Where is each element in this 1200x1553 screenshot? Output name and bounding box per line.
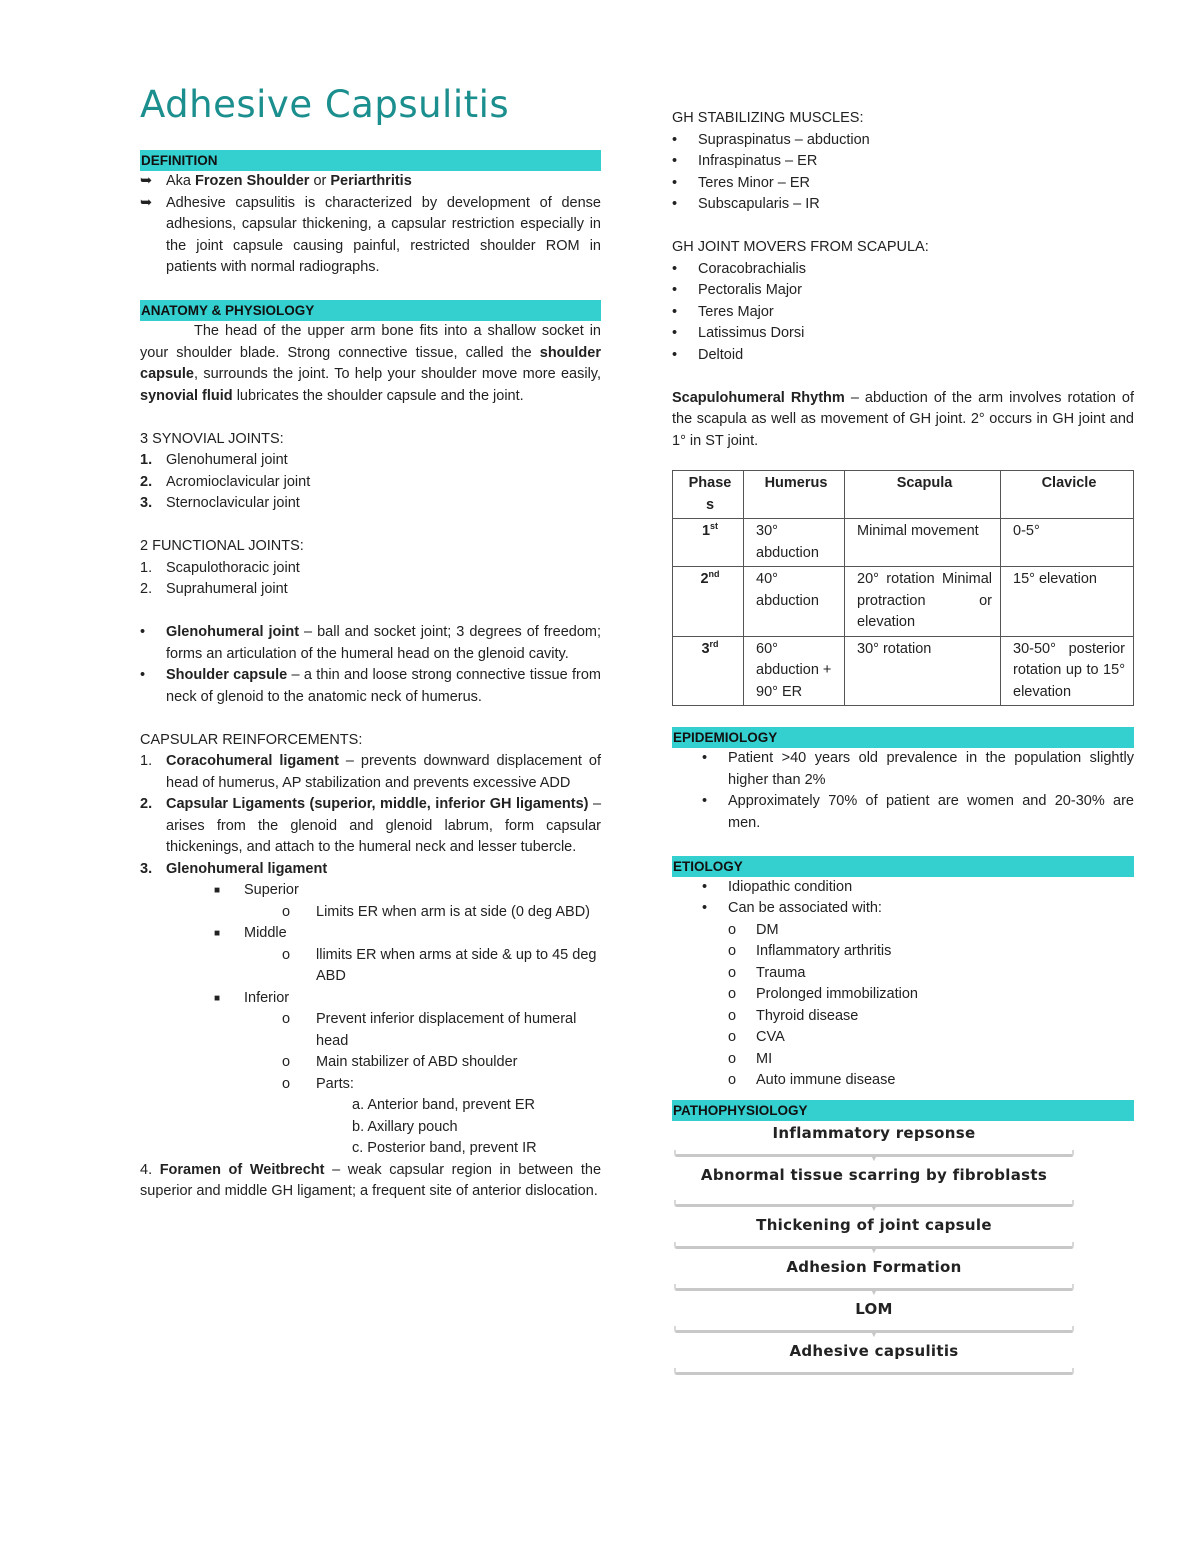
bullet-icon: • — [672, 153, 678, 169]
definition-heading: DEFINITION — [140, 150, 601, 171]
foramen-paragraph: 4. Foramen of Weitbrecht – weak capsular region in between the superior and middle GH ligament; a frequent site of anterior dislocation. — [140, 1161, 602, 1199]
arrow-bullet-icon: ➥ — [140, 194, 153, 211]
list-item: o Prevent inferior displacement of humeral head — [282, 1011, 577, 1049]
list-item: o llimits ER when arms at side & up to 45 deg ABD — [282, 946, 597, 984]
bullet-icon: • — [140, 667, 146, 683]
list-item: • Coracobrachialis — [672, 259, 1134, 281]
down-arrow-icon: ▼ — [868, 1283, 880, 1298]
table-header-row — [673, 471, 1134, 519]
flow-step: Adhesion Formation — [674, 1255, 1074, 1291]
table-header: Phase s — [673, 471, 744, 519]
list-item: • Subscapularis – IR — [672, 194, 1134, 216]
list-item: o DM — [728, 921, 779, 938]
etiology-heading: ETIOLOGY — [672, 856, 1134, 877]
phase-table — [672, 470, 1134, 706]
list-item: 1. Glenohumeral joint — [140, 452, 288, 468]
definition-item: ➥ Adhesive capsulitis is characterized by development of dense adhesions, capsular thickening, a capsular restriction especially in the joint capsule causing painful, restricted shoulder ROM in patients with normal radiographs. — [140, 194, 601, 275]
table-cell: 40° abduction — [744, 567, 845, 637]
bullet-icon: • — [672, 303, 678, 320]
list-item: • Approximately 70% of patient are women and 20-30% are men. — [702, 793, 1134, 831]
table-cell: 0-5° — [1001, 519, 1134, 567]
list-item: o Auto immune disease — [728, 1072, 896, 1088]
list-item: • Supraspinatus – abduction — [672, 130, 1134, 152]
list-item: b. Axillary pouch — [352, 1118, 458, 1135]
list-item: • Teres Major — [672, 302, 1134, 324]
bullet-icon: • — [140, 624, 146, 640]
table-cell: 30° rotation — [845, 636, 1001, 706]
list-item: 3. Sternoclavicular joint — [140, 495, 300, 511]
bullet-icon: • — [672, 196, 678, 212]
down-arrow-icon: ▼ — [868, 1325, 880, 1340]
epidemiology-heading: EPIDEMIOLOGY — [672, 727, 1134, 748]
flow-step: Adhesive capsulitis — [674, 1339, 1074, 1375]
left-column — [140, 150, 601, 1203]
table-cell: 30° abduction — [744, 519, 845, 567]
list-item: • Shoulder capsule – a thin and loose strong connective tissue from neck of glenoid to the anatomic neck of humerus. — [140, 667, 601, 705]
table-cell: 20° rotation Minimal protraction or elevation — [845, 567, 1001, 637]
list-item: • Glenohumeral joint – ball and socket joint; 3 degrees of freedom; forms an articulation of the humeral head on the glenoid cavity. — [140, 624, 601, 662]
anatomy-paragraph: The head of the upper arm bone fits into a shallow socket in your shoulder blade. Strong connective tissue, called the shoulder capsule, surrounds the joint. To help your shoulder move more easily, synovial fluid lubricates the shoulder capsule and the joint. — [140, 323, 601, 404]
list-item: • Infraspinatus – ER — [672, 151, 1134, 173]
table-cell: 15° elevation — [1001, 567, 1134, 637]
flow-step: Abnormal tissue scarring by fibroblasts — [674, 1163, 1074, 1207]
table-header: Scapula — [845, 471, 1001, 519]
list-item: o Limits ER when arm is at side (0 deg ABD) — [282, 903, 590, 920]
list-item: • Pectoralis Major — [672, 280, 1134, 302]
down-arrow-icon: ▼ — [868, 1199, 880, 1214]
gh-ligament-superior: ■ Superior — [140, 880, 601, 902]
list-item: a. Anterior band, prevent ER — [352, 1097, 535, 1113]
arrow-bullet-icon: ➥ — [140, 173, 153, 189]
bullet-icon: • — [672, 260, 678, 277]
list-item: 2. Acromioclavicular joint — [140, 473, 311, 490]
square-bullet-icon: ■ — [214, 928, 221, 939]
table-cell: Minimal movement — [845, 519, 1001, 567]
definition-item: ➥ Aka Frozen Shoulder or Periarthritis — [140, 171, 601, 193]
flow-step: Thickening of joint capsule — [674, 1213, 1074, 1249]
pathophysiology-flow — [674, 1121, 1074, 1375]
square-bullet-icon: ■ — [214, 885, 221, 896]
list-item: • Teres Minor – ER — [672, 173, 1134, 195]
flow-step: LOM — [674, 1297, 1074, 1333]
bullet-icon: • — [672, 131, 678, 148]
flow-step: Inflammatory repsonse — [674, 1121, 1074, 1157]
bullet-icon: • — [672, 325, 678, 341]
bullet-icon: • — [702, 900, 708, 916]
bullet-icon: • — [702, 750, 708, 766]
list-item: o Inflammatory arthritis — [728, 943, 892, 959]
movers-heading: GH JOINT MOVERS FROM SCAPULA: — [672, 239, 929, 255]
table-row — [673, 519, 1134, 567]
anatomy-heading: ANATOMY & PHYSIOLOGY — [140, 300, 601, 321]
reinforcements-heading: CAPSULAR REINFORCEMENTS: — [140, 731, 363, 748]
gh-ligament-middle: ■ Middle — [140, 923, 601, 945]
table-cell: 2nd — [673, 567, 744, 637]
list-item: 2. Suprahumeral joint — [140, 581, 288, 597]
list-item: o Trauma — [728, 964, 806, 981]
list-item: 1. Coracohumeral ligament – prevents downward displacement of head of humerus, AP stabilization and prevents excessive ADD — [140, 753, 601, 791]
right-column — [672, 108, 1134, 1375]
down-arrow-icon: ▼ — [868, 1241, 880, 1256]
functional-heading: 2 FUNCTIONAL JOINTS: — [140, 538, 304, 554]
list-item: o Thyroid disease — [728, 1007, 859, 1024]
stabilizing-heading: GH STABILIZING MUSCLES: — [672, 110, 864, 126]
list-item: • Deltoid — [672, 345, 1134, 367]
list-item: • Can be associated with: — [672, 898, 1134, 920]
pathophysiology-heading: PATHOPHYSIOLOGY — [672, 1100, 1134, 1121]
bullet-icon: • — [672, 346, 678, 363]
table-row — [673, 636, 1134, 706]
list-item: 1. Scapulothoracic joint — [140, 559, 300, 576]
list-item: • Latissimus Dorsi — [672, 323, 1134, 345]
square-bullet-icon: ■ — [214, 992, 221, 1004]
bullet-icon: • — [702, 878, 708, 895]
list-item: o Prolonged immobilization — [728, 986, 918, 1002]
list-item: • Patient >40 years old prevalence in the population slightly higher than 2% — [702, 750, 1134, 788]
list-item: o MI — [728, 1050, 773, 1067]
down-arrow-icon: ▼ — [868, 1149, 880, 1164]
list-item: c. Posterior band, prevent IR — [352, 1140, 537, 1156]
list-item: 3. Glenohumeral ligament — [140, 860, 328, 877]
bullet-icon: • — [672, 282, 678, 298]
table-header: Humerus — [744, 471, 845, 519]
table-header: Clavicle — [1001, 471, 1134, 519]
bullet-icon: • — [702, 793, 708, 809]
table-row — [673, 567, 1134, 637]
table-cell: 1st — [673, 519, 744, 567]
list-item: o Main stabilizer of ABD shoulder — [282, 1054, 518, 1070]
page-title: Adhesive Capsulitis — [140, 83, 510, 126]
list-item: o CVA — [728, 1029, 785, 1045]
table-cell: 3rd — [673, 636, 744, 706]
list-item: o Parts: — [282, 1075, 354, 1092]
list-item: 2. Capsular Ligaments (superior, middle, inferior GH ligaments) – arises from the glenoid and glenoid labrum, form capsular thickenings, and attach to the humeral neck and lesser tubercle. — [140, 796, 602, 855]
table-cell: 30-50° posterior rotation up to 15° elevation — [1001, 636, 1134, 706]
table-cell: 60° abduction + 90° ER — [744, 636, 845, 706]
bullet-icon: • — [672, 174, 678, 191]
list-item: • Idiopathic condition — [672, 877, 1134, 899]
gh-ligament-inferior: ■ Inferior — [140, 988, 601, 1010]
rhythm-paragraph: Scapulohumeral Rhythm – abduction of the arm involves rotation of the scapula as well as movement of GH joint. 2° occurs in GH joint and 1° in ST joint. — [672, 389, 1134, 449]
synovial-heading: 3 SYNOVIAL JOINTS: — [140, 430, 284, 447]
